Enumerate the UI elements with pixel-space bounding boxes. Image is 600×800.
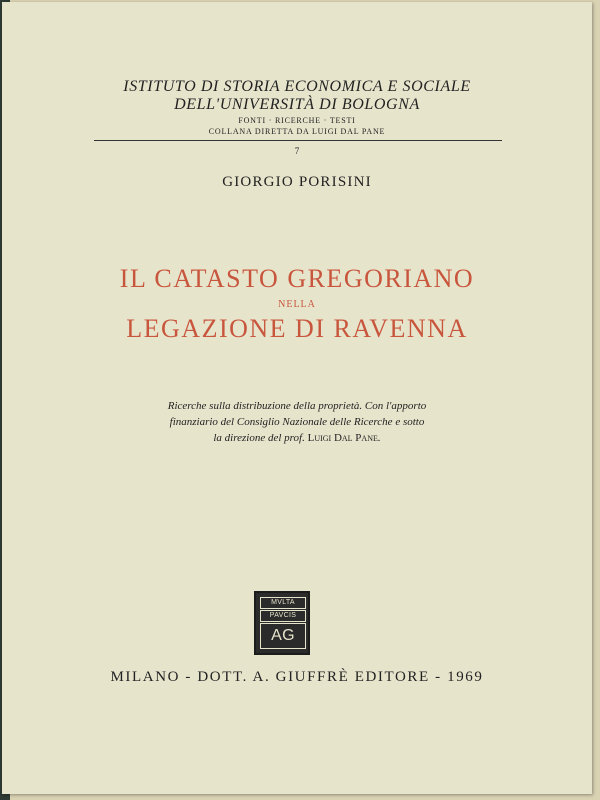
book-cover [2,2,592,794]
author-name: GIORGIO PORISINI [222,174,372,190]
logo-initials: AG [260,623,306,649]
editor-line: COLLANA DIRETTA DA LUIGI DAL PANE [208,127,386,136]
logo-motto-2: PAVCIS [260,610,306,622]
subtitle-line-2: finanziario del Consiglio Nazionale delle Ricerche e sotto [169,416,425,428]
institute-line-2: DELL'UNIVERSITÀ DI BOLOGNA [174,96,420,113]
logo-motto-1: MVLTA [260,597,306,609]
title-connector: NELLA [278,299,316,310]
publisher-imprint: MILANO - DOTT. A. GIUFFRÈ EDITORE - 1969 [110,669,484,685]
director-name: Luigi Dal Pane [307,432,378,444]
publisher-logo [254,591,310,655]
title-line-2: LEGAZIONE DI RAVENNA [126,314,468,343]
subtitle-line-1: Ricerche sulla distribuzione della proprietà. Con l'apporto [167,400,427,412]
title-line-1: IL CATASTO GREGORIANO [119,264,475,293]
series-line: FONTI · RICERCHE · TESTI [238,116,356,125]
volume-number: 7 [294,146,300,156]
header-divider [94,140,502,141]
subtitle-line-3-suffix: . [377,432,381,444]
subtitle-line-3 [2,432,592,444]
subtitle-line-3-prefix: la direzione del prof. [213,432,308,444]
institute-line-1: ISTITUTO DI STORIA ECONOMICA E SOCIALE [123,78,471,95]
